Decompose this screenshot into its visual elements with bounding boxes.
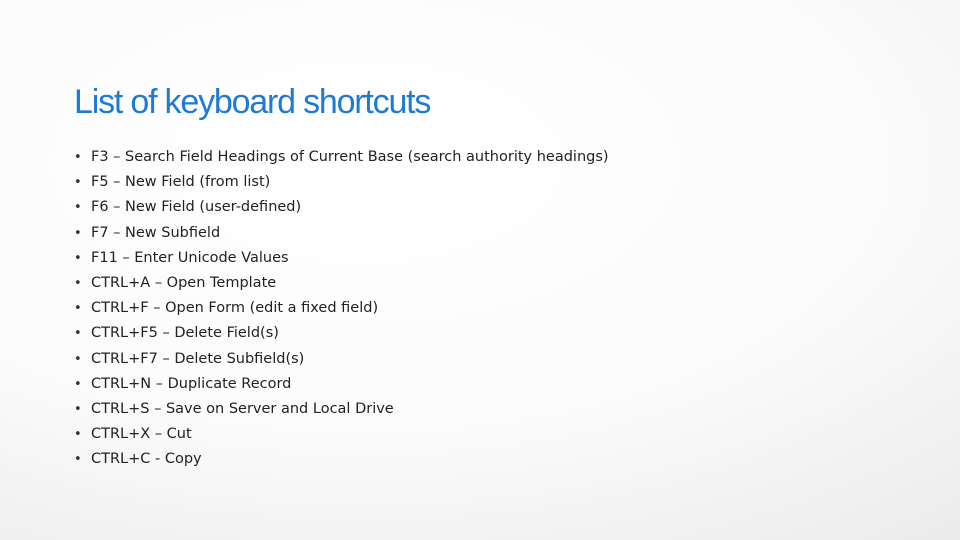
bullet-icon: • (74, 225, 82, 241)
shortcut-text: F3 – Search Field Headings of Current Base (search authority headings) (91, 149, 609, 165)
shortcut-text: CTRL+F5 – Delete Field(s) (91, 325, 279, 342)
shortcut-text: CTRL+A – Open Template (91, 274, 277, 291)
bullet-icon: • (74, 326, 82, 342)
slide-title: List of keyboard shortcuts (74, 83, 431, 121)
bullet-icon: • (74, 275, 82, 291)
bullet-icon: • (74, 452, 82, 468)
shortcut-text: CTRL+C - Copy (91, 451, 202, 468)
bullet-icon: • (74, 175, 82, 191)
shortcut-text: F7 – New Subfield (91, 224, 221, 241)
bullet-icon: • (74, 150, 82, 165)
shortcut-text: CTRL+X – Cut (91, 426, 192, 443)
bullet-icon: • (74, 401, 82, 417)
bullet-icon: • (74, 301, 82, 317)
shortcut-text: CTRL+F – Open Form (edit a fixed field) (91, 300, 379, 317)
shortcut-text: CTRL+N – Duplicate Record (91, 375, 292, 392)
shortcut-text: F5 – New Field (from list) (91, 174, 271, 191)
shortcut-text: CTRL+F7 – Delete Subfield(s) (91, 350, 305, 367)
shortcut-text: CTRL+S – Save on Server and Local Drive (91, 400, 394, 417)
bullet-icon: • (74, 250, 82, 266)
bullet-icon: • (74, 376, 82, 392)
shortcut-text: F6 – New Field (user-defined) (91, 199, 302, 216)
shortcut-text: F11 – Enter Unicode Values (91, 249, 289, 266)
bullet-icon: • (74, 351, 82, 367)
bullet-icon: • (74, 200, 82, 216)
bullet-icon: • (74, 427, 82, 443)
